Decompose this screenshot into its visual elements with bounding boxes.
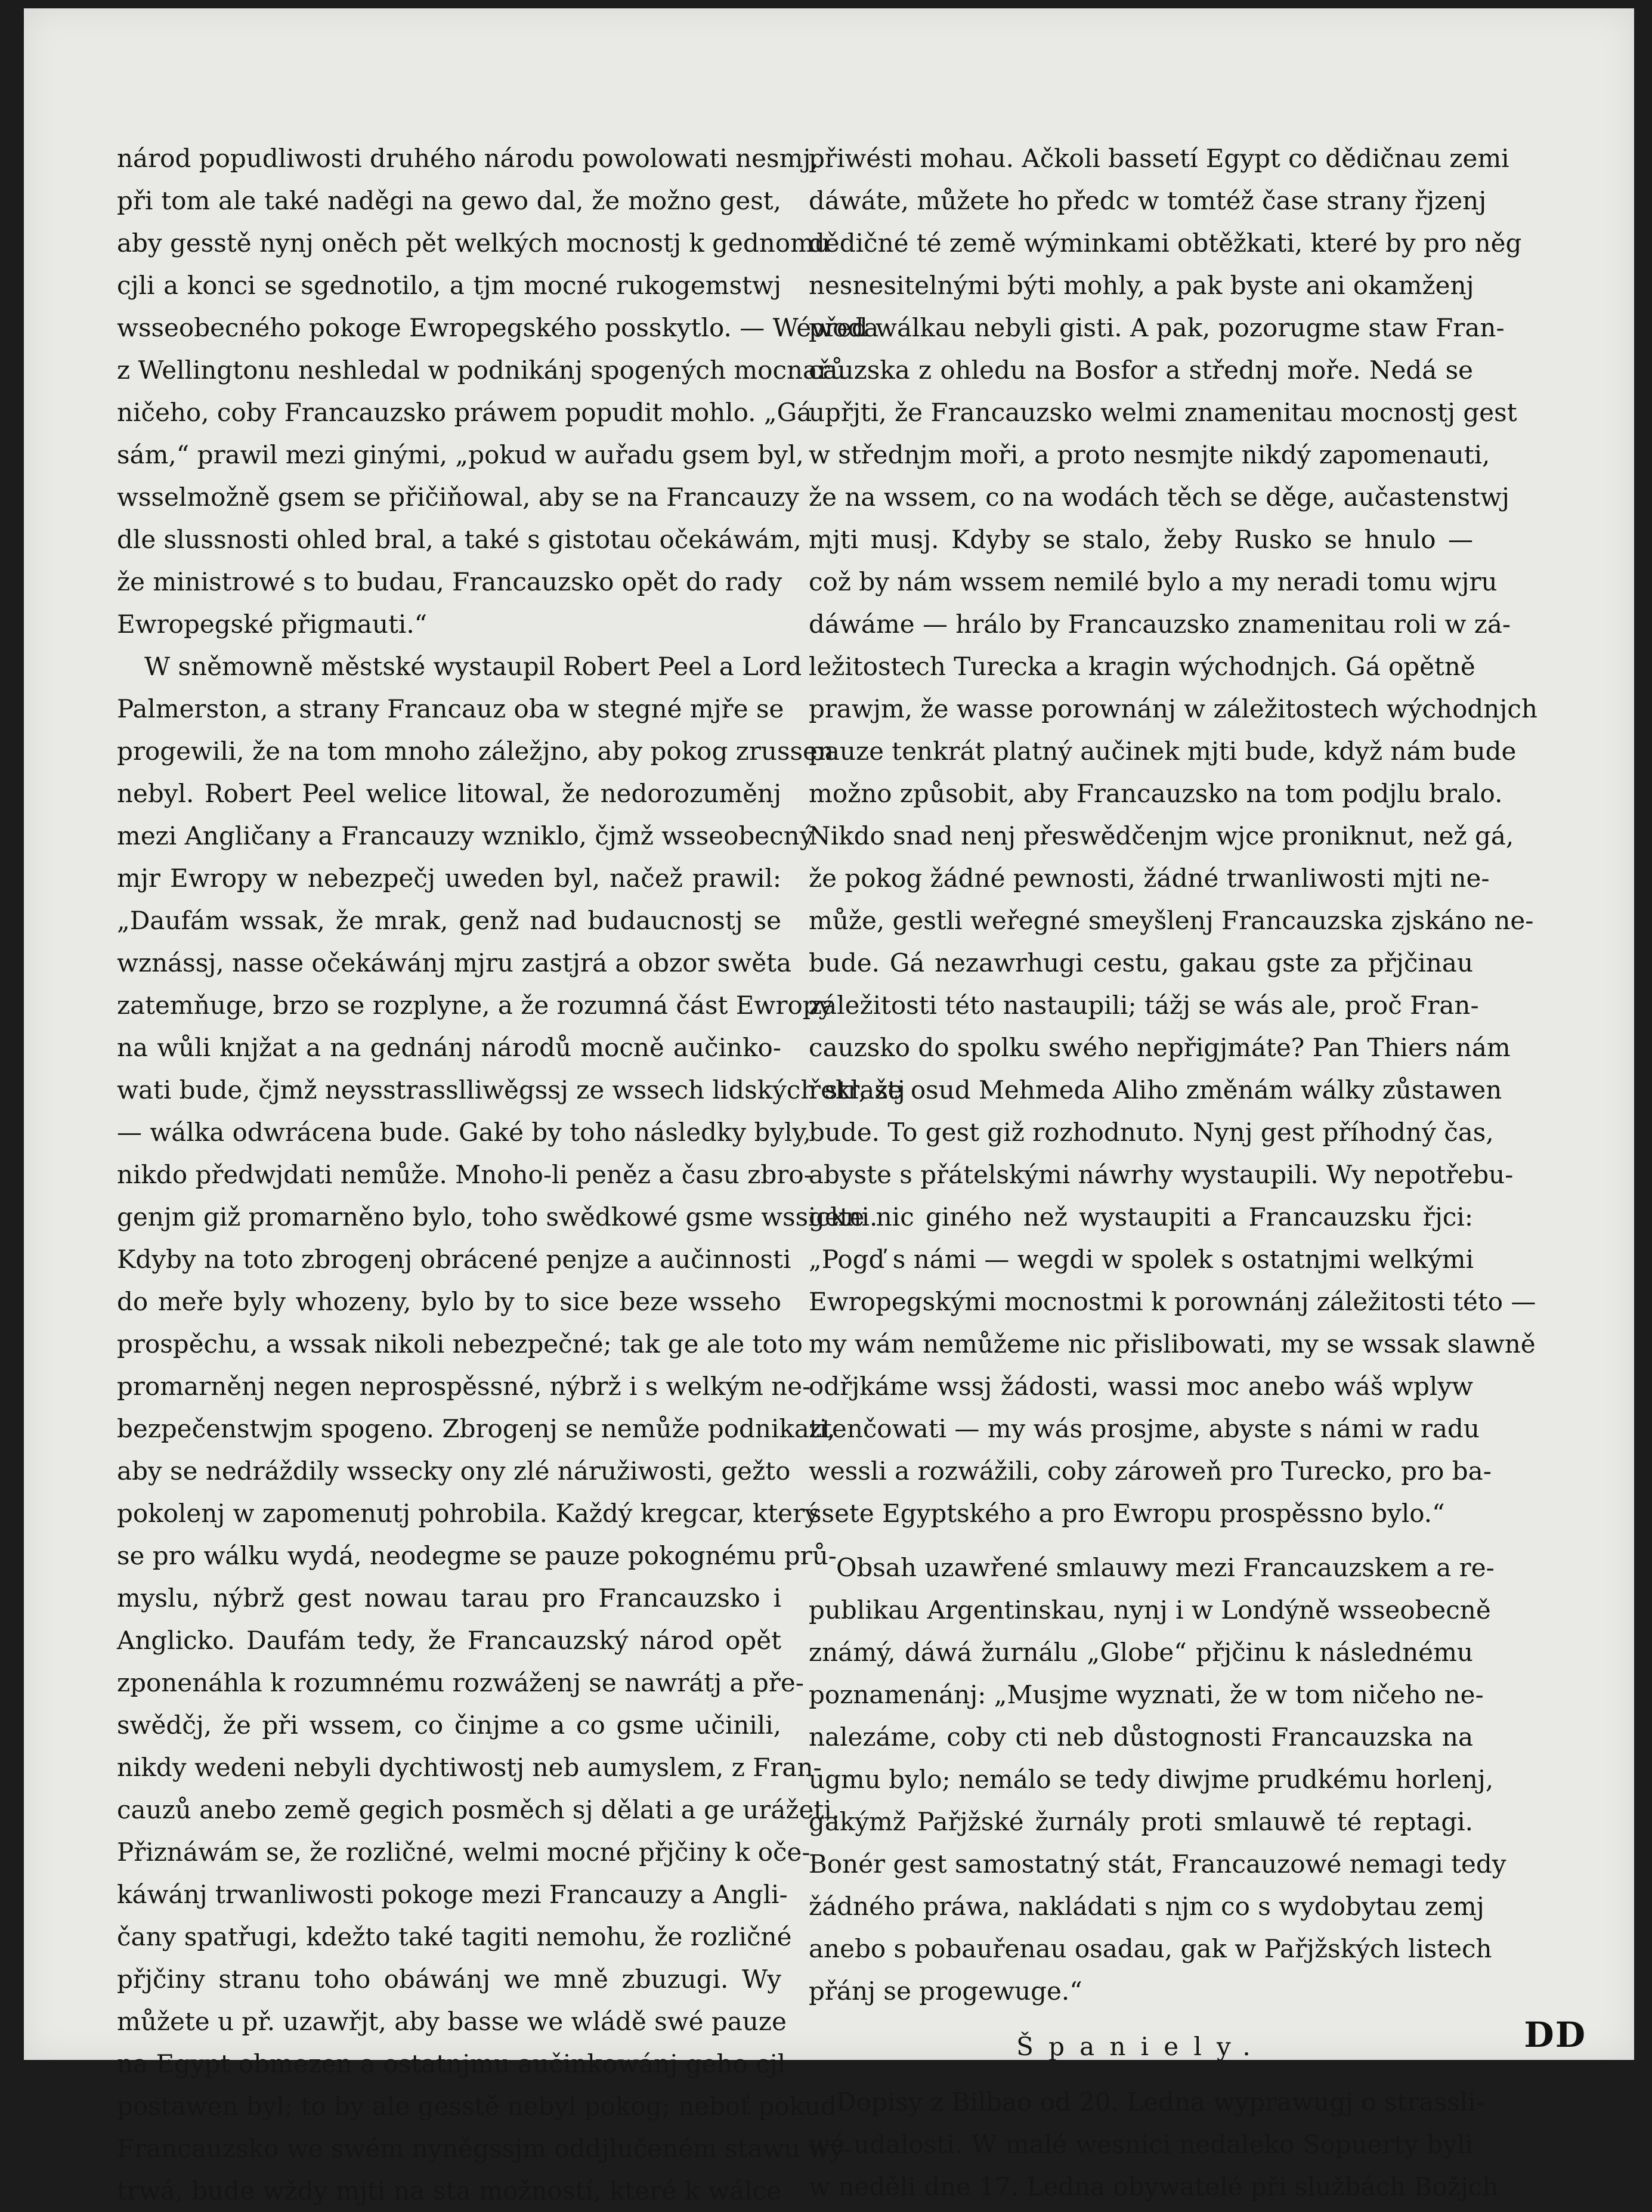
text-line: můžete u př. uzawřjt, aby basse we wládě swé pauze: [117, 2007, 787, 2036]
text-line: ugmu bylo; nemálo se tedy diwjme prudkému horlenj,: [809, 1765, 1494, 1794]
text-line: wé udalosti. W malé wesnici nedaleko Sopuerty byli: [809, 2130, 1473, 2159]
text-line: ležitostech Turecka a kragin wýchodnjch. Gá opětně: [809, 652, 1475, 681]
text-line: Ewropegské přigmauti.“: [117, 610, 428, 639]
text-line: Nikdo snad nenj přeswědčenjm wjce proniknut, než gá,: [809, 821, 1514, 850]
text-line: wati bude, čjmž neysstrasslliwěgssj ze wssech lidských strastj: [117, 1075, 905, 1105]
text-line: přánj se progewuge.“: [809, 1976, 1082, 2006]
text-line: prospěchu, a wssak nikoli nebezpečné; tak ge ale toto: [117, 1329, 803, 1359]
text-line: dědičné té země wýminkami obtěžkati, které by pro něg: [809, 228, 1522, 258]
text-line: Přiznáwám se, že rozličné, welmi mocné přjčiny k oče-: [117, 1837, 810, 1867]
text-line: wsseobecného pokoge Ewropegského posskytlo. — Wéwoda: [117, 313, 879, 342]
text-line: nikdy wedeni nebyli dychtiwostj neb aumyslem, z Fran-: [117, 1753, 822, 1782]
cropped-edge-mark: DD: [1524, 2015, 1586, 2055]
text-line: prawjm, že wasse porownánj w záležitostech wýchodnjch: [809, 694, 1537, 723]
text-line: při tom ale také naděgi na gewo dal, že možno gest,: [117, 186, 781, 215]
text-line: sám,“ prawil mezi ginými, „pokud w auřadu gsem byl,: [117, 440, 804, 469]
text-line: pauze tenkrát platný aučinek mjti bude, když nám bude: [809, 737, 1517, 766]
text-line: wessli a rozwážili, coby zároweň pro Turecko, pro ba-: [809, 1456, 1492, 1486]
text-line: myslu, nýbrž gest nowau tarau pro Francauzsko i: [117, 1583, 781, 1613]
text-line: Anglicko. Daufám tedy, že Francauzský národ opět: [117, 1626, 781, 1655]
text-line: nikdo předwjdati nemůže. Mnoho-li peněz a času zbro-: [117, 1160, 812, 1189]
text-line: my wám nemůžeme nic přislibowati, my se wssak slawně: [809, 1329, 1536, 1359]
section-heading: Španiely.: [1016, 2032, 1266, 2061]
text-line: Palmerston, a strany Francauz oba w stegné mjře se: [117, 694, 784, 723]
text-line: se pro wálku wydá, neodegme se pauze pokognému prů-: [117, 1541, 837, 1570]
text-line: mjti musj. Kdyby se stalo, žeby Rusko se hnulo —: [809, 525, 1473, 554]
text-line: wznássj, nasse očekáwánj mjru zastjrá a obzor swěta: [117, 948, 792, 977]
text-line: že pokog žádné pewnosti, žádné trwanliwosti mjti ne-: [809, 864, 1490, 893]
text-line: „Daufám wssak, že mrak, genž nad budaucnostj se: [117, 906, 781, 935]
text-line: ztenčowati — my wás prosjme, abyste s námi w radu: [809, 1414, 1480, 1443]
text-line: gakýmž Pařjžské žurnály proti smlauwě té reptagi.: [809, 1807, 1473, 1836]
text-line: cauzsko do spolku swého nepřigjmáte? Pan Thiers nám: [809, 1033, 1511, 1062]
text-line: ssete Egyptského a pro Ewropu prospěssno bylo.“: [809, 1499, 1445, 1528]
text-line: cauzska z ohledu na Bosfor a střednj moře. Nedá se: [809, 355, 1473, 385]
text-line: genjm giž promarněno bylo, toho swědkowé gsme wssickni.: [117, 1202, 878, 1232]
text-line: národ popudliwosti druhého národu powolowati nesmj,: [117, 144, 819, 173]
text-line: což by nám wssem nemilé bylo a my neradi tomu wjru: [809, 567, 1498, 596]
text-line: W sněmowně městské wystaupil Robert Peel a Lord: [144, 652, 802, 681]
text-line: nalezáme, coby cti neb důstognosti Francauzska na: [809, 1722, 1473, 1752]
text-line: poznamenánj: „Musjme wyznati, že w tom ničeho ne-: [809, 1680, 1484, 1709]
text-line: mezi Angličany a Francauzy wzniklo, čjmž wsseobecný: [117, 821, 814, 850]
right-column: [809, 137, 1537, 2208]
text-line: „Pogď s námi — wegdi w spolek s ostatnjmi welkými: [809, 1245, 1474, 1274]
text-line: na Egypt obmezen a ostatnjmu aučinkowánj geho cjl: [117, 2049, 786, 2078]
paragraph-gap: [809, 1535, 1473, 1546]
text-line: řekl, že osud Mehmeda Aliho změnám wálky zůstawen: [809, 1075, 1502, 1105]
text-line: Francauzsko we swém nyněgssjm oddjlučeném stawu wy-: [117, 2134, 852, 2163]
text-line: w střednjm moři, a proto nesmjte nikdý zapomenauti,: [809, 440, 1490, 469]
text-line: před wálkau nebyli gisti. A pak, pozorugme staw Fran-: [809, 313, 1505, 342]
text-line: čany spatřugi, kdežto také tagiti nemohu, že rozličné: [117, 1922, 792, 1951]
text-line: káwánj trwanliwosti pokoge mezi Francauzy a Angli-: [117, 1880, 788, 1909]
text-line: postawen byl; to by ale gesstě nebyl pokog; neboť pokud: [117, 2092, 837, 2121]
text-line: aby se nedráždily wssecky ony zlé náružiwosti, gežto: [117, 1456, 791, 1486]
text-line: dáwáte, můžete ho předc w tomtéž čase strany řjzenj: [809, 186, 1487, 215]
text-line: do meře byly whozeny, bylo by to sice beze wsseho: [117, 1287, 781, 1316]
text-line: nesnesitelnými býti mohly, a pak byste ani okamženj: [809, 271, 1474, 300]
text-line: známý, dáwá žurnálu „Globe“ přjčinu k následnému: [809, 1638, 1473, 1667]
text-line: Kdyby na toto zbrogenj obrácené penjze a aučinnosti: [117, 1245, 791, 1274]
text-line: trwá, bude wždy mjti na sta možností, které k wálce: [117, 2176, 781, 2205]
text-line: cjli a konci se sgednotilo, a tjm mocné rukogemstwj: [117, 271, 781, 300]
text-line: anebo s pobauřenau osadau, gak w Pařjžských listech: [809, 1934, 1492, 1963]
text-line: žádného práwa, nakládati s njm co s wydobytau zemj: [809, 1892, 1484, 1921]
text-line: odřjkáme wssj žádosti, wassi moc anebo wáš wplyw: [809, 1372, 1473, 1401]
text-line: na wůli knjžat a na gednánj národů mocně aučinko-: [117, 1033, 781, 1062]
text-line: — wálka odwrácena bude. Gaké by toho následky byly,: [117, 1118, 812, 1147]
text-line: upřjti, že Francauzsko welmi znamenitau mocnostj gest: [809, 398, 1517, 427]
text-line: ničeho, coby Francauzsko práwem popudit mohlo. „Gá: [117, 398, 812, 427]
text-line: možno způsobit, aby Francauzsko na tom podjlu bralo.: [809, 779, 1503, 808]
text-line: z Wellingtonu neshledal w podnikánj spogených mocnařů: [117, 355, 846, 385]
text-line: záležitosti této nastaupili; tážj se wás ale, proč Fran-: [809, 991, 1479, 1020]
text-line: pokolenj w zapomenutj pohrobila. Každý kregcar, který: [117, 1499, 819, 1528]
text-line: bude. Gá nezawrhugi cestu, gakau gste za přjčinau: [809, 948, 1473, 977]
text-line: promarněnj negen neprospěssné, nýbrž i s welkým ne-: [117, 1372, 811, 1401]
text-line: mjr Ewropy w nebezpečj uweden byl, načež prawil:: [117, 864, 781, 893]
text-line: dáwáme — hrálo by Francauzsko znamenitau roli w zá-: [809, 610, 1511, 639]
text-line: zponenáhla k rozumnému rozwáženj se nawrátj a pře-: [117, 1668, 804, 1697]
text-line: cauzů anebo země gegich posměch sj dělati a ge urážeti.: [117, 1795, 840, 1824]
text-line: swědčj, že při wssem, co činjme a co gsme učinili,: [117, 1710, 781, 1740]
text-line: že ministrowé s to budau, Francauzsko opět do rady: [117, 567, 782, 596]
text-line: Obsah uzawřené smlauwy mezi Francauzskem a re-: [836, 1553, 1495, 1582]
text-line: dle slussnosti ohled bral, a také s gistotau očekáwám,: [117, 525, 802, 554]
text-line: publikau Argentinskau, nynj i w Londýně wsseobecně: [809, 1595, 1491, 1625]
text-line: že na wssem, co na wodách těch se děge, aučastenstwj: [809, 482, 1509, 512]
text-line: zatemňuge, brzo se rozplyne, a že rozumná část Ewropy: [117, 991, 833, 1020]
text-line: může, gestli weřegné smeyšlenj Francauzska zjskáno ne-: [809, 906, 1534, 935]
text-line: bezpečenstwjm spogeno. Zbrogenj se nemůže podnikati,: [117, 1414, 836, 1443]
text-line: Dopisy z Bilbao od 20. Ledna wyprawugj o strassli-: [836, 2087, 1484, 2117]
text-line: progewili, že na tom mnoho záležjno, aby pokog zrussen: [117, 737, 834, 766]
text-line: gete nic giného než wystaupiti a Francauzsku řjci:: [809, 1202, 1473, 1232]
text-line: w neděli dne 17. Ledna obywatelé při službách Božjch: [809, 2172, 1499, 2201]
left-column: [117, 137, 905, 2212]
text-line: aby gesstě nynj oněch pět welkých mocnostj k gednomu: [117, 228, 830, 258]
text-line: abyste s přátelskými náwrhy wystaupili. Wy nepotřebu-: [809, 1160, 1514, 1189]
text-line: wsselmožně gsem se přičiňowal, aby se na Francauzy: [117, 482, 799, 512]
text-line: přiwésti mohau. Ačkoli bassetí Egypt co dědičnau zemi: [809, 144, 1509, 173]
text-line: bude. To gest giž rozhodnuto. Nynj gest příhodný čas,: [809, 1118, 1494, 1147]
text-line: Ewropegskými mocnostmi k porownánj záležitosti této —: [809, 1287, 1536, 1316]
text-line: Bonér gest samostatný stát, Francauzowé nemagi tedy: [809, 1849, 1506, 1879]
text-line: přjčiny stranu toho obáwánj we mně zbuzugi. Wy: [117, 1964, 781, 1994]
newspaper-page: [24, 8, 1634, 2205]
text-line: nebyl. Robert Peel welice litowal, že nedorozuměnj: [117, 779, 781, 808]
